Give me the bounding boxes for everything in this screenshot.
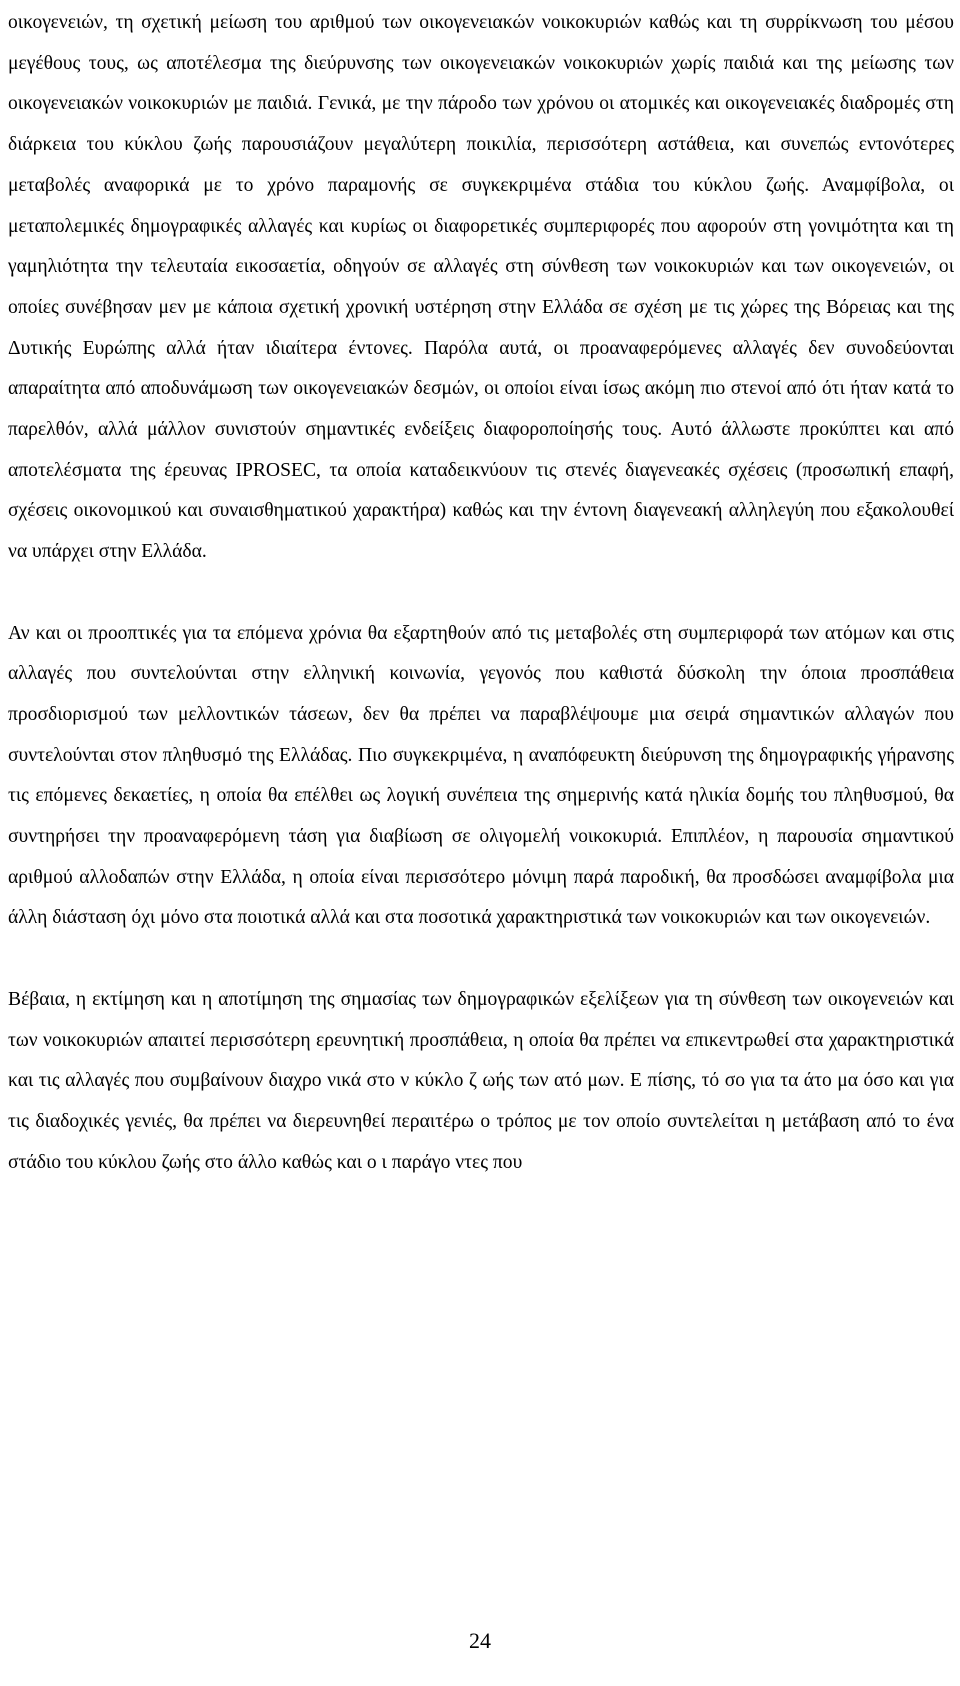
body-paragraph-3: Βέβαια, η εκτίμηση και η αποτίμηση της σημασίας των δημογραφικών εξελίξεων για τη σύνθεση των οικογενειών και των νοικοκυριών απαιτεί περισσότερη ερευνητική προσπάθεια, η οποία θα πρέπει να επικεντρωθεί στα χαρακτηριστικά και τις αλλαγές που συμβαίνουν διαχρο νικά στο ν κύκλο ζ ωής των ατό μων. Ε πίσης, τό σο για τα άτο μα όσο και για τις διαδοχικές γενιές, θα πρέπει να διερευνηθεί περαιτέρω ο τρόπος με τον οποίο συντελείται η μετάβαση από το ένα στάδιο του κύκλου ζωής στο άλλο καθώς και ο ι παράγο ντες που — [8, 988, 954, 1173]
page-number: 24 — [469, 1628, 491, 1653]
body-paragraph-2: Αν και οι προοπτικές για τα επόμενα χρόνια θα εξαρτηθούν από τις μεταβολές στη συμπεριφορά των ατόμων και στις αλλαγές που συντελούνται στην ελληνική κοινωνία, γεγονός που καθιστά δύσκολη την όποια προσπάθεια προσδιορισμού των μελλοντικών τάσεων, δεν θα πρέπει να παραβλέψουμε μια σειρά σημαντικών αλλαγών που συντελούνται στον πληθυσμό της Ελλάδας. Πιο συγκεκριμένα, η αναπόφευκτη διεύρυνση της δημογραφικής γήρανσης τις επόμενες δεκαετίες, η οποία θα επέλθει ως λογική συνέπεια της σημερινής κατά ηλικία δομής του πληθυσμού, θα συντηρήσει την προαναφερόμενη τάση για διαβίωση σε ολιγομελή νοικοκυριά. Επιπλέον, η παρουσία σημαντικού αριθμού αλλοδαπών στην Ελλάδα, η οποία είναι περισσότερο μόνιμη παρά παροδική, θα προσδώσει αναμφίβολα μια άλλη διάσταση όχι μόνο στα ποιοτικά αλλά και στα ποσοτικά χαρακτηριστικά των νοικοκυριών και των οικογενειών. — [8, 622, 954, 929]
body-paragraph-1: οικογενειών, τη σχετική μείωση του αριθμού των οικογενειακών νοικοκυριών καθώς και τη συρρίκνωση του μέσου μεγέθους τους, ως αποτέλεσμα της διεύρυνσης των οικογενειακών νοικοκυριών χωρίς παιδιά και της μείωσης των οικογενειακών νοικοκυριών με παιδιά. Γενικά, με την πάροδο των χρόνου οι ατομικές και οικογενειακές διαδρομές στη διάρκεια του κύκλου ζωής παρουσιάζουν μεγαλύτερη ποικιλία, περισσότερη αστάθεια, και συνεπώς εντονότερες μεταβολές αναφορικά με το χρόνο παραμονής σε συγκεκριμένα στάδια του κύκλου ζωής. Αναμφίβολα, οι μεταπολεμικές δημογραφικές αλλαγές και κυρίως οι διαφορετικές συμπεριφορές που αφορούν στη γονιμότητα και τη γαμηλιότητα την τελευταία εικοσαετία, οδηγούν σε αλλαγές στη σύνθεση των νοικοκυριών και των οικογενειών, οι οποίες συνέβησαν μεν με κάποια σχετική χρονική υστέρηση στην Ελλάδα σε σχέση με τις χώρες της Βόρειας και της Δυτικής Ευρώπης αλλά ήταν ιδιαίτερα έντονες. Παρόλα αυτά, οι προαναφερόμενες αλλαγές δεν συνοδεύονται απαραίτητα από αποδυνάμωση των οικογενειακών δεσμών, οι οποίοι είναι ίσως ακόμη πιο στενοί από ότι ήταν κατά το παρελθόν, αλλά μάλλον συνιστούν σημαντικές ενδείξεις διαφοροποίησής τους. Αυτό άλλωστε προκύπτει και από αποτελέσματα της έρευνας IPROSEC, τα οποία καταδεικνύουν τις στενές διαγενεακές σχέσεις (προσωπική επαφή, σχέσεις οικονομικού και συναισθηματικού χαρακτήρα) καθώς και την έντονη διαγενεακή αλληλεγύη που εξακολουθεί να υπάρχει στην Ελλάδα. — [8, 12, 954, 563]
